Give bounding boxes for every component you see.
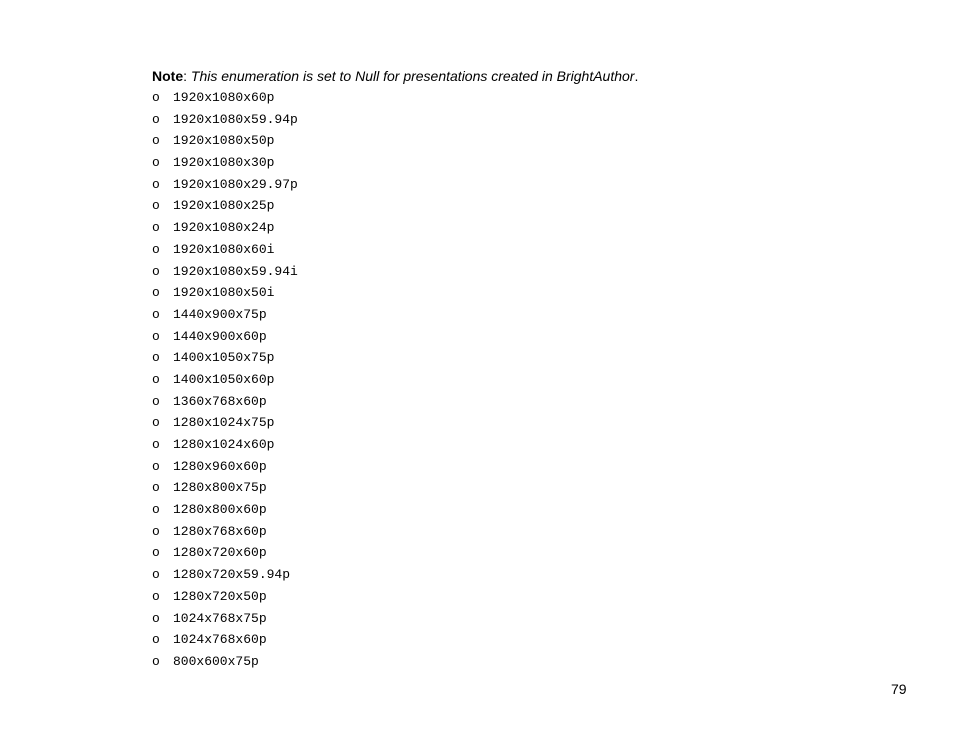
video-mode-text: 1400x1050x75p bbox=[173, 350, 275, 366]
list-bullet: o bbox=[152, 328, 160, 344]
list-bullet: o bbox=[152, 90, 160, 105]
list-bullet: o bbox=[152, 111, 160, 127]
list-item bbox=[152, 261, 298, 283]
video-mode-text: 1400x1050x60p bbox=[173, 371, 275, 387]
list-item bbox=[152, 586, 298, 608]
video-mode-text: 1024x768x75p bbox=[173, 610, 267, 626]
list-bullet: o bbox=[152, 371, 160, 387]
video-mode-text: 1920x1080x29.97p bbox=[173, 176, 298, 192]
video-mode-text: 1920x1080x60i bbox=[173, 241, 275, 257]
note-label: Note bbox=[152, 68, 184, 84]
video-mode-text: 1920x1080x25p bbox=[173, 198, 275, 214]
list-bullet: o bbox=[152, 176, 160, 192]
list-bullet: o bbox=[152, 653, 160, 669]
list-bullet: o bbox=[152, 523, 160, 539]
list-item bbox=[152, 434, 298, 456]
list-item bbox=[152, 477, 298, 499]
list-item bbox=[152, 282, 298, 304]
video-mode-text: 1280x800x60p bbox=[173, 502, 267, 518]
list-item bbox=[152, 152, 298, 174]
list-bullet: o bbox=[152, 241, 160, 257]
list-item bbox=[152, 499, 298, 521]
list-bullet: o bbox=[152, 545, 160, 561]
list-item bbox=[152, 651, 298, 673]
list-bullet: o bbox=[152, 393, 160, 409]
video-mode-text: 1920x1080x60p bbox=[173, 90, 275, 105]
list-bullet: o bbox=[152, 480, 160, 496]
list-item bbox=[152, 130, 298, 152]
list-bullet: o bbox=[152, 263, 160, 279]
list-item bbox=[152, 347, 298, 369]
list-item bbox=[152, 326, 298, 348]
list-bullet: o bbox=[152, 220, 160, 236]
list-bullet: o bbox=[152, 285, 160, 301]
list-bullet: o bbox=[152, 588, 160, 604]
video-mode-text: 1920x1080x59.94p bbox=[173, 111, 298, 127]
list-bullet: o bbox=[152, 437, 160, 452]
note-text: This enumeration is set to Null for presentations created in BrightAuthor bbox=[190, 68, 635, 84]
video-mode-text: 800x600x75p bbox=[173, 653, 259, 669]
list-item bbox=[152, 174, 298, 196]
list-bullet: o bbox=[152, 502, 160, 518]
list-item bbox=[152, 564, 298, 586]
video-mode-text: 1280x720x59.94p bbox=[173, 567, 291, 583]
video-mode-text: 1280x1024x60p bbox=[173, 437, 275, 452]
list-item bbox=[152, 369, 298, 391]
list-item bbox=[152, 608, 298, 630]
list-item bbox=[152, 304, 298, 326]
list-item bbox=[152, 456, 298, 478]
list-item bbox=[152, 629, 298, 651]
video-mode-text: 1280x768x60p bbox=[173, 523, 267, 539]
video-mode-text: 1280x1024x75p bbox=[173, 415, 275, 431]
list-item bbox=[152, 521, 298, 543]
video-mode-text: 1920x1080x30p bbox=[173, 155, 275, 171]
video-mode-text: 1920x1080x50i bbox=[173, 285, 275, 301]
list-item bbox=[152, 239, 298, 261]
list-bullet: o bbox=[152, 306, 160, 322]
list-bullet: o bbox=[152, 350, 160, 366]
list-bullet: o bbox=[152, 632, 160, 648]
page-number: 79 bbox=[891, 681, 907, 697]
list-bullet: o bbox=[152, 610, 160, 626]
video-mode-text: 1440x900x60p bbox=[173, 328, 267, 344]
list-item bbox=[152, 391, 298, 413]
video-mode-text: 1024x768x60p bbox=[173, 632, 267, 648]
note-separator: : bbox=[183, 68, 191, 84]
video-mode-text: 1440x900x75p bbox=[173, 306, 267, 322]
video-mode-text: 1280x720x50p bbox=[173, 588, 267, 604]
video-mode-text: 1280x720x60p bbox=[173, 545, 267, 561]
list-item bbox=[152, 195, 298, 217]
video-mode-text: 1280x800x75p bbox=[173, 480, 267, 496]
video-mode-text: 1280x960x60p bbox=[173, 458, 267, 474]
video-mode-list bbox=[152, 87, 298, 673]
note-end: . bbox=[634, 68, 639, 84]
video-mode-text: 1920x1080x24p bbox=[173, 220, 275, 236]
list-bullet: o bbox=[152, 567, 160, 583]
list-item bbox=[152, 87, 298, 109]
list-item bbox=[152, 109, 298, 131]
list-item bbox=[152, 542, 298, 564]
video-mode-text: 1920x1080x50p bbox=[173, 133, 275, 149]
list-bullet: o bbox=[152, 458, 160, 474]
video-mode-text: 1920x1080x59.94i bbox=[173, 263, 298, 279]
list-bullet: o bbox=[152, 133, 160, 149]
list-bullet: o bbox=[152, 155, 160, 171]
list-bullet: o bbox=[152, 198, 160, 214]
video-mode-text: 1360x768x60p bbox=[173, 393, 267, 409]
list-item bbox=[152, 412, 298, 434]
list-item bbox=[152, 217, 298, 239]
list-bullet: o bbox=[152, 415, 160, 431]
note-paragraph bbox=[152, 67, 638, 85]
